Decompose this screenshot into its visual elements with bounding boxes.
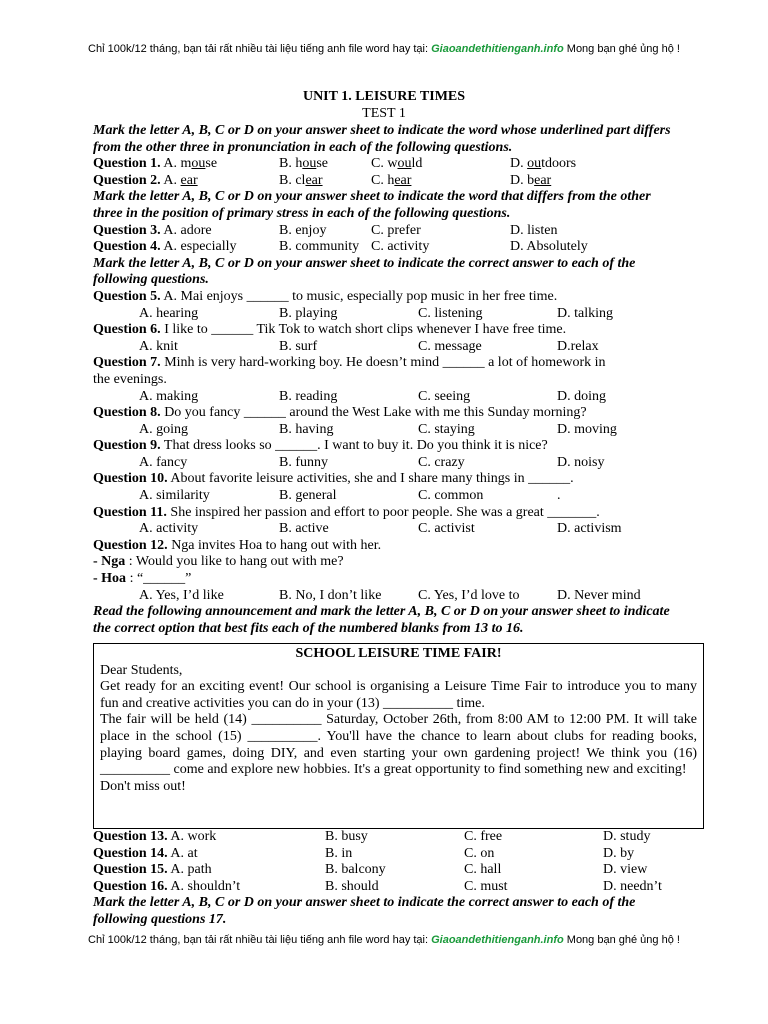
banner-site-link[interactable]: Giaoandethitienganh.info	[431, 43, 564, 55]
test-subtitle: TEST 1	[362, 106, 406, 121]
instruction-1: Mark the letter A, B, C or D on your answer sheet to indicate the word whose underlined part differs from the other three in pronunciation in each of the following questions.	[93, 123, 671, 155]
question-2: Question 2. A. ear B. clear C. hear D. bear	[93, 172, 552, 188]
question-6-options: A. knit B. surf C. message D.relax	[139, 338, 599, 354]
instruction-4: Read the following announcement and mark the letter A, B, C or D on your answer sheet to indicate the correct option that best fits each of the numbered blanks from 13 to 16.	[93, 604, 670, 636]
question-9-stem: Question 9. That dress looks so ______. I want to buy it. Do you think it is nice?	[93, 438, 548, 454]
question-8-options: A. going B. having C. staying D. moving	[139, 421, 617, 437]
question-10-options: A. similarity B. general C. common .	[139, 488, 561, 504]
section-cloze-answers	[93, 829, 673, 929]
question-12-options: A. Yes, I’d like B. No, I don’t like C. Yes, I’d love to D. Never mind	[139, 587, 641, 603]
question-12-line-nga: - Nga : Would you like to hang out with me?	[93, 554, 344, 570]
question-6-stem: Question 6. I like to ______ Tik Tok to watch short clips whenever I have free time.	[93, 322, 567, 338]
question-4: Question 4. A. especially B. community C. activity D. Absolutely	[93, 239, 588, 255]
section-pronunciation	[93, 123, 673, 637]
question-11-stem: Question 11. She inspired her passion and effort to poor people. She was a great _______.	[93, 504, 600, 520]
question-14: Question 14. A. at B. in C. on D. by	[93, 845, 635, 861]
question-13: Question 13. A. work B. busy C. free D. study	[93, 829, 651, 844]
question-7-options: A. making B. reading C. seeing D. doing	[139, 388, 606, 404]
announcement-title: SCHOOL LEISURE TIME FAIR!	[295, 646, 502, 661]
question-5-options: A. hearing B. playing C. listening D. talking	[139, 305, 613, 321]
question-7-stem-cont: the evenings.	[93, 371, 167, 387]
question-9-options: A. fancy B. funny C. crazy D. noisy	[139, 454, 605, 470]
question-8-stem: Question 8. Do you fancy ______ around the West Lake with me this Sunday morning?	[93, 405, 587, 421]
instruction-2: Mark the letter A, B, C or D on your answer sheet to indicate the word that differs from the other three in the position of primary stress in each of the following questions.	[93, 189, 651, 221]
banner-text-suffix: Mong bạn ghé ủng hộ !	[563, 43, 680, 55]
banner-text-suffix: Mong bạn ghé ủng hộ !	[563, 934, 680, 946]
unit-title: UNIT 1. LEISURE TIMES	[302, 89, 466, 104]
announcement-box	[93, 643, 704, 829]
question-15: Question 15. A. path B. balcony C. hall D. view	[93, 862, 648, 878]
footer-banner	[60, 932, 708, 948]
instruction-3: Mark the letter A, B, C or D on your answer sheet to indicate the correct answer to each of the following questions.	[93, 255, 636, 288]
question-12-stem: Question 12. Nga invites Hoa to hang out with her.	[93, 537, 382, 553]
question-label: Question 1.	[93, 156, 161, 172]
question-1: Question 1. A. mouse B. house C. would D. outdoors	[93, 156, 577, 172]
question-11-options: A. activity B. active C. activist D. activism	[139, 521, 622, 537]
announcement-paragraph-2: The fair will be held (14) __________ Saturday, October 26th, from 8:00 AM to 12:00 PM. It will take place in the school (15) __________. You'll have the chance to learn about clubs for reading books, playing board games, doing DIY, and even starting your own gardening project! We think you (16) __________ come and explore new hobbies. It's a great opportunity to find something new and exciting!	[100, 712, 697, 778]
announcement-paragraph-1: Get ready for an exciting event! Our school is organising a Leisure Time Fair to introduce you to many fun and creative activities you can do in your (13) __________ time.	[100, 679, 697, 711]
question-5-stem: Question 5. A. Mai enjoys ______ to music, especially pop music in her free time.	[93, 288, 558, 304]
question-12-line-hoa: - Hoa : “______”	[93, 571, 192, 587]
header-banner	[60, 41, 708, 57]
banner-text: Chỉ 100k/12 tháng, bạn tải rất nhiều tài liệu tiếng anh file word hay tại:	[88, 934, 432, 946]
instruction-5: Mark the letter A, B, C or D on your answer sheet to indicate the correct answer to each of the following questions 17.	[93, 895, 636, 927]
banner-text: Chỉ 100k/12 tháng, bạn tải rất nhiều tài liệu tiếng anh file word hay tại:	[88, 43, 432, 55]
banner-site-link[interactable]: Giaoandethitienganh.info	[431, 934, 564, 946]
question-10-stem: Question 10. About favorite leisure activities, she and I share many things in ______.	[93, 471, 574, 487]
announcement-closing: Don't miss out!	[100, 778, 186, 794]
announcement-greeting: Dear Students,	[100, 662, 183, 678]
question-label: Question 2.	[93, 172, 161, 188]
question-16: Question 16. A. shouldn’t B. should C. must D. needn’t	[93, 878, 662, 894]
question-7-stem: Question 7. Minh is very hard-working boy. He doesn’t mind ______ a lot of homework in	[93, 355, 606, 371]
question-3: Question 3. A. adore B. enjoy C. prefer D. listen	[93, 222, 558, 238]
